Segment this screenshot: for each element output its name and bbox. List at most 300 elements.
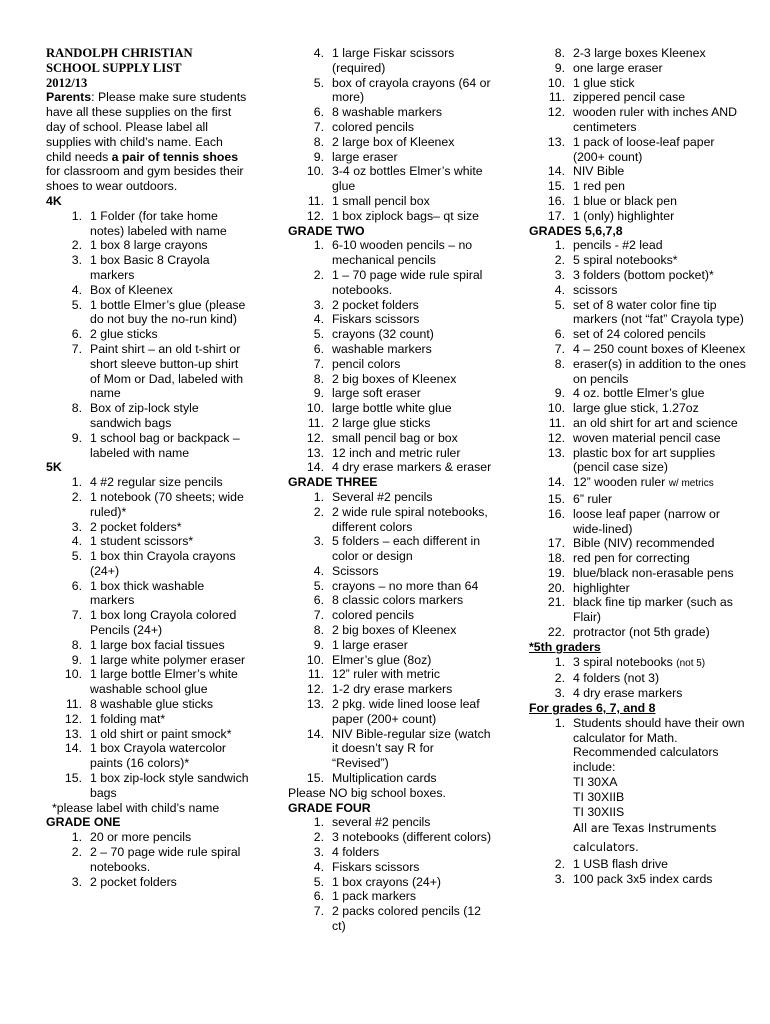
list-item bbox=[288, 534, 492, 564]
item-text: 8 classic colors markers bbox=[332, 593, 464, 608]
item-text: highlighter bbox=[573, 580, 630, 595]
list-item bbox=[288, 105, 492, 120]
list-item bbox=[529, 431, 749, 446]
item-text: plastic box for art supplies (pencil case size) bbox=[573, 445, 716, 475]
list bbox=[288, 815, 492, 933]
item-number: 20. bbox=[547, 580, 565, 595]
list-item bbox=[46, 727, 251, 742]
item-text: 1 box thin Crayola crayons (24+) bbox=[90, 549, 236, 578]
list-item bbox=[288, 564, 492, 579]
item-number: 10. bbox=[306, 652, 324, 667]
item-text: NIV Bible bbox=[573, 164, 625, 179]
column-3 bbox=[529, 46, 749, 887]
item-text: large bottle white glue bbox=[332, 401, 452, 416]
list bbox=[288, 46, 492, 224]
item-text: colored pencils bbox=[332, 119, 415, 134]
section-heading: GRADE ONE bbox=[46, 815, 121, 830]
list-item bbox=[529, 357, 749, 387]
list-item bbox=[46, 431, 251, 461]
section-grade-three bbox=[288, 475, 492, 801]
item-number: 9. bbox=[554, 386, 565, 401]
list-item bbox=[288, 268, 492, 298]
item-text: 2 pocket folders* bbox=[90, 519, 182, 534]
item-number: 11. bbox=[65, 697, 82, 712]
list-item bbox=[529, 595, 749, 625]
item-text: 1 large white polymer eraser bbox=[90, 652, 246, 667]
item-number: 14. bbox=[306, 726, 324, 741]
list-item bbox=[46, 875, 251, 890]
list-item bbox=[288, 593, 492, 608]
list-item bbox=[288, 667, 492, 682]
item-number: 7. bbox=[554, 341, 565, 356]
item-number: 8. bbox=[71, 637, 82, 652]
section-grades-6-8 bbox=[529, 701, 749, 887]
list-item bbox=[46, 638, 251, 653]
list-item bbox=[529, 716, 749, 858]
list-item bbox=[46, 712, 251, 727]
list-item bbox=[46, 253, 251, 283]
item-number: 4. bbox=[71, 282, 82, 297]
list-item bbox=[288, 446, 492, 461]
item-number: 2. bbox=[554, 857, 565, 872]
list-item bbox=[529, 342, 749, 357]
item-text: 3 folders (bottom pocket)* bbox=[573, 267, 714, 282]
list-item bbox=[288, 875, 492, 890]
list-item bbox=[529, 507, 749, 537]
item-text: protractor (not 5th grade) bbox=[573, 625, 710, 640]
item-text: 4 dry erase markers & eraser bbox=[332, 460, 492, 475]
item-text: 1 school bag or backpack – labeled with name bbox=[90, 430, 240, 460]
list-item bbox=[288, 682, 492, 697]
list-item bbox=[529, 76, 749, 91]
item-text: black fine tip marker (such as Flair) bbox=[573, 595, 733, 625]
item-text: 2-3 large boxes Kleenex bbox=[573, 46, 706, 60]
item-text: 12” ruler with metric bbox=[332, 667, 440, 682]
item-number: 10. bbox=[306, 164, 324, 179]
section-4k bbox=[46, 194, 251, 460]
item-text: 3-4 oz bottles Elmer’s white glue bbox=[332, 164, 483, 194]
item-text: 8 washable glue sticks bbox=[90, 697, 214, 712]
list-item bbox=[288, 46, 492, 76]
item-number: 1. bbox=[554, 238, 565, 253]
item-number: 15. bbox=[547, 491, 565, 506]
list-item bbox=[46, 209, 251, 239]
item-number: 16. bbox=[547, 193, 565, 208]
item-number: 2. bbox=[313, 830, 324, 845]
list-item bbox=[529, 327, 749, 342]
item-number: 3. bbox=[554, 686, 565, 701]
item-text: loose leaf paper (narrow or wide-lined) bbox=[573, 506, 720, 536]
item-number: 9. bbox=[554, 60, 565, 75]
section-heading: GRADE THREE bbox=[288, 475, 378, 490]
item-text: Multiplication cards bbox=[332, 771, 437, 786]
item-text: 4 dry erase markers bbox=[573, 686, 683, 701]
item-number: 13. bbox=[306, 697, 324, 712]
item-text: Scissors bbox=[332, 563, 379, 578]
list-item bbox=[288, 638, 492, 653]
item-number: 6. bbox=[71, 327, 82, 342]
list-item bbox=[529, 475, 749, 492]
item-text: 6-10 wooden pencils – no mechanical pencils bbox=[332, 238, 473, 268]
item-text: 12” wooden ruler bbox=[573, 475, 669, 490]
item-text: 1 red pen bbox=[573, 179, 625, 194]
list-item bbox=[288, 135, 492, 150]
item-text: zippered pencil case bbox=[573, 90, 686, 105]
item-text: 1 – 70 page wide rule spiral notebooks. bbox=[332, 267, 483, 297]
item-text: 3 notebooks (different colors) bbox=[332, 830, 492, 845]
list-item bbox=[288, 372, 492, 387]
list-item bbox=[288, 327, 492, 342]
item-text: wooden ruler with inches AND centimeters bbox=[573, 105, 738, 134]
item-text-small: w/ metrics bbox=[668, 478, 714, 490]
item-number: 17. bbox=[547, 536, 565, 551]
item-text: 1 (only) highlighter bbox=[573, 208, 675, 223]
item-text: one large eraser bbox=[573, 60, 663, 75]
calc-line: TI 30XA bbox=[573, 775, 618, 790]
item-number: 3. bbox=[313, 534, 324, 549]
section-heading: GRADES 5,6,7,8 bbox=[529, 223, 623, 238]
list-item bbox=[288, 608, 492, 623]
item-text: 5 folders – each different in color or design bbox=[332, 534, 481, 564]
calc-line: TI 30XIIB bbox=[573, 789, 625, 804]
list-item bbox=[46, 238, 251, 253]
item-text: blue/black non-erasable pens bbox=[573, 565, 734, 580]
list-item bbox=[288, 209, 492, 224]
item-text: Fiskars scissors bbox=[332, 312, 420, 327]
item-number: 6. bbox=[313, 593, 324, 608]
section-grade-two bbox=[288, 224, 492, 476]
item-number: 11. bbox=[548, 90, 565, 105]
item-text: 1 box 8 large crayons bbox=[90, 238, 208, 253]
item-text: 1 pack of loose-leaf paper (200+ count) bbox=[573, 134, 715, 164]
item-text: 1 small pencil box bbox=[332, 193, 430, 208]
item-number: 3. bbox=[313, 297, 324, 312]
list-item bbox=[46, 667, 251, 697]
item-number: 8. bbox=[554, 46, 565, 60]
item-number: 5. bbox=[313, 578, 324, 593]
item-number: 6. bbox=[313, 105, 324, 120]
item-number: 2. bbox=[71, 238, 82, 253]
item-text: 1 student scissors* bbox=[90, 534, 194, 549]
item-text: 100 pack 3x5 index cards bbox=[573, 872, 713, 887]
item-text: 2 big boxes of Kleenex bbox=[332, 623, 457, 638]
item-number: 1. bbox=[554, 654, 565, 669]
list-item bbox=[529, 61, 749, 76]
section-5th-graders bbox=[529, 640, 749, 701]
item-number: 1. bbox=[313, 238, 324, 253]
list-item bbox=[46, 845, 251, 875]
list-item bbox=[46, 534, 251, 549]
list-item bbox=[288, 490, 492, 505]
item-number: 3. bbox=[554, 267, 565, 282]
list-item bbox=[288, 401, 492, 416]
item-text: 1-2 dry erase markers bbox=[332, 682, 453, 697]
list-item bbox=[529, 401, 749, 416]
item-text: crayons – no more than 64 bbox=[332, 578, 479, 593]
list-item bbox=[288, 416, 492, 431]
list-item bbox=[288, 830, 492, 845]
item-text: 1 box ziplock bags– qt size bbox=[332, 208, 479, 223]
item-number: 9. bbox=[71, 652, 82, 667]
item-number: 9. bbox=[313, 149, 324, 164]
list-item bbox=[529, 655, 749, 672]
item-text: red pen for correcting bbox=[573, 551, 690, 566]
item-text: scissors bbox=[573, 282, 618, 297]
item-text: 5 spiral notebooks* bbox=[573, 253, 678, 268]
list-item bbox=[288, 889, 492, 904]
item-text: Several #2 pencils bbox=[332, 489, 433, 504]
item-text: 1 notebook (70 sheets; wide ruled)* bbox=[90, 489, 244, 519]
item-number: 2. bbox=[313, 267, 324, 282]
list-item bbox=[288, 298, 492, 313]
item-text: pencils - #2 lead bbox=[573, 238, 663, 253]
item-number: 17. bbox=[547, 208, 565, 223]
item-number: 3. bbox=[554, 872, 565, 887]
list-item bbox=[288, 312, 492, 327]
item-text: 1 glue stick bbox=[573, 75, 635, 90]
item-number: 1. bbox=[313, 815, 324, 830]
list bbox=[46, 209, 251, 461]
item-number: 2. bbox=[554, 253, 565, 268]
item-number: 11. bbox=[548, 415, 565, 430]
list-item bbox=[288, 845, 492, 860]
item-number: 7. bbox=[71, 608, 82, 623]
item-text: 1 large Fiskar scissors (required) bbox=[332, 46, 455, 75]
list-item bbox=[529, 581, 749, 596]
list-item bbox=[288, 579, 492, 594]
list bbox=[529, 238, 749, 640]
list-item bbox=[288, 727, 492, 771]
list-item bbox=[288, 815, 492, 830]
item-number: 13. bbox=[306, 445, 324, 460]
item-number: 6. bbox=[313, 341, 324, 356]
list-item bbox=[288, 150, 492, 165]
list-item bbox=[46, 490, 251, 520]
list-item bbox=[288, 653, 492, 668]
section-note: Please NO big school boxes. bbox=[288, 785, 446, 800]
section-heading: *5th graders bbox=[529, 639, 601, 654]
item-text: 1 USB flash drive bbox=[573, 857, 669, 872]
list-item bbox=[288, 771, 492, 786]
item-number: 13. bbox=[64, 726, 82, 741]
list-item bbox=[529, 135, 749, 165]
list-item bbox=[529, 268, 749, 283]
item-text: 6” ruler bbox=[573, 491, 612, 506]
item-number: 14. bbox=[64, 741, 82, 756]
item-number: 2. bbox=[313, 504, 324, 519]
item-number: 9. bbox=[71, 430, 82, 445]
list-item bbox=[529, 164, 749, 179]
item-text: 4 folders bbox=[332, 845, 380, 860]
calc-line: Students should have their own calculator for Math. Recommended calculators include: bbox=[573, 715, 745, 775]
item-number: 5. bbox=[71, 297, 82, 312]
item-text: large soft eraser bbox=[332, 386, 421, 401]
list-item bbox=[46, 298, 251, 328]
item-number: 8. bbox=[71, 401, 82, 416]
list-item bbox=[46, 475, 251, 490]
list-item bbox=[529, 46, 749, 61]
list-item bbox=[288, 505, 492, 535]
item-text: colored pencils bbox=[332, 608, 415, 623]
item-number: 13. bbox=[547, 445, 565, 460]
item-text: washable markers bbox=[332, 341, 432, 356]
section-grade-four bbox=[288, 801, 492, 934]
item-number: 7. bbox=[313, 119, 324, 134]
item-text: 1 pack markers bbox=[332, 889, 417, 904]
intro-bold: a pair of tennis shoes bbox=[111, 149, 239, 164]
item-text: 1 box long Crayola colored Pencils (24+) bbox=[90, 608, 237, 638]
item-number: 4. bbox=[313, 563, 324, 578]
item-text: Box of Kleenex bbox=[90, 282, 173, 297]
item-text: 1 folding mat* bbox=[90, 711, 166, 726]
list-item bbox=[529, 179, 749, 194]
item-number: 7. bbox=[71, 341, 82, 356]
list-item bbox=[529, 857, 749, 872]
list bbox=[529, 46, 749, 224]
item-text: 1 box thick washable markers bbox=[90, 578, 205, 608]
list-item bbox=[288, 357, 492, 372]
item-text: 1 large box facial tissues bbox=[90, 637, 225, 652]
item-number: 13. bbox=[547, 134, 565, 149]
item-text: 1 box Basic 8 Crayola markers bbox=[90, 253, 210, 282]
item-text: 2 large glue sticks bbox=[332, 415, 431, 430]
list-item bbox=[529, 209, 749, 224]
list bbox=[288, 490, 492, 786]
list-item bbox=[529, 536, 749, 551]
item-number: 8. bbox=[313, 371, 324, 386]
item-number: 9. bbox=[313, 386, 324, 401]
intro-paragraph bbox=[46, 90, 251, 194]
item-number: 18. bbox=[547, 551, 565, 566]
item-text: Bible (NIV) recommended bbox=[573, 536, 715, 551]
item-text: set of 8 water color fine tip markers (not “fat” Crayola type) bbox=[573, 297, 744, 327]
section-heading: GRADE TWO bbox=[288, 223, 365, 238]
item-number: 8. bbox=[554, 356, 565, 371]
list bbox=[288, 238, 492, 475]
list-item bbox=[529, 253, 749, 268]
item-text: Elmer’s glue (8oz) bbox=[332, 652, 432, 667]
item-number: 11. bbox=[307, 193, 324, 208]
list-item bbox=[288, 431, 492, 446]
list-item bbox=[288, 860, 492, 875]
school-name: RANDOLPH CHRISTIAN bbox=[46, 46, 193, 60]
item-number: 10. bbox=[64, 667, 82, 682]
item-number: 22. bbox=[547, 625, 565, 640]
item-number: 12. bbox=[306, 430, 324, 445]
item-number: 5. bbox=[313, 327, 324, 342]
item-text: 3 spiral notebooks bbox=[573, 654, 677, 669]
section-grade-four-cont bbox=[529, 46, 749, 224]
item-number: 12. bbox=[547, 105, 565, 120]
item-text: 1 box crayons (24+) bbox=[332, 874, 442, 889]
item-text: 12 inch and metric ruler bbox=[332, 445, 461, 460]
list-item bbox=[46, 741, 251, 771]
item-number: 1. bbox=[313, 489, 324, 504]
list-item bbox=[529, 238, 749, 253]
item-number: 3. bbox=[71, 253, 82, 268]
item-number: 5. bbox=[554, 297, 565, 312]
item-text: 2 packs colored pencils (12 ct) bbox=[332, 904, 482, 934]
item-number: 6. bbox=[71, 578, 82, 593]
item-text: Box of zip-lock style sandwich bags bbox=[90, 401, 199, 430]
list-item bbox=[529, 194, 749, 209]
item-number: 11. bbox=[307, 415, 324, 430]
item-text: 2 – 70 page wide rule spiral notebooks. bbox=[90, 845, 241, 874]
item-number: 10. bbox=[547, 75, 565, 90]
item-text: NIV Bible-regular size (watch it doesn’t say R for “Revised”) bbox=[332, 726, 491, 771]
item-number: 1. bbox=[554, 715, 565, 730]
item-text: 1 box zip-lock style sandwich bags bbox=[90, 771, 249, 800]
item-text: Paint shirt – an old t-shirt or short sleeve button-up shirt of Mom or Dad, labeled with name bbox=[90, 341, 244, 401]
item-number: 3. bbox=[71, 874, 82, 889]
list-item bbox=[288, 342, 492, 357]
item-number: 5. bbox=[313, 75, 324, 90]
list-item bbox=[288, 697, 492, 727]
item-number: 2. bbox=[71, 489, 82, 504]
item-text: several #2 pencils bbox=[332, 815, 431, 830]
column-1 bbox=[46, 46, 251, 889]
item-text: 2 large box of Kleenex bbox=[332, 134, 455, 149]
list-item bbox=[529, 566, 749, 581]
list-item bbox=[288, 120, 492, 135]
list-item bbox=[288, 386, 492, 401]
list bbox=[529, 655, 749, 701]
item-number: 8. bbox=[313, 134, 324, 149]
list-item bbox=[529, 416, 749, 431]
list-item bbox=[529, 625, 749, 640]
list-item bbox=[288, 76, 492, 106]
list-item bbox=[288, 194, 492, 209]
list-item bbox=[529, 872, 749, 887]
section-5k bbox=[46, 460, 251, 815]
list-item bbox=[529, 105, 749, 135]
list bbox=[529, 716, 749, 858]
item-text: 1 Folder (for take home notes) labeled with name bbox=[90, 208, 227, 238]
section-heading: 5K bbox=[46, 460, 62, 475]
list-item bbox=[46, 283, 251, 298]
section-grade-one bbox=[46, 815, 251, 889]
item-text: 2 glue sticks bbox=[90, 327, 158, 342]
item-text: large eraser bbox=[332, 149, 398, 164]
list-item bbox=[46, 579, 251, 609]
item-number: 16. bbox=[547, 506, 565, 521]
section-heading: 4K bbox=[46, 193, 62, 208]
item-number: 10. bbox=[306, 401, 324, 416]
item-number: 15. bbox=[64, 771, 82, 786]
list-item bbox=[288, 164, 492, 194]
item-text: woven material pencil case bbox=[573, 430, 721, 445]
item-text: 2 pkg. wide lined loose leaf paper (200+ count) bbox=[332, 697, 480, 726]
section-grade-one-cont bbox=[288, 46, 492, 224]
item-number: 11. bbox=[307, 667, 324, 682]
item-text: box of crayola crayons (64 or more) bbox=[332, 75, 491, 105]
list-item bbox=[46, 830, 251, 845]
list bbox=[46, 475, 251, 801]
list-item bbox=[288, 460, 492, 475]
item-text: 1 large bottle Elmer’s white washable school glue bbox=[90, 667, 238, 697]
item-text: small pencil bag or box bbox=[332, 430, 458, 445]
section-note: *please label with child’s name bbox=[52, 800, 220, 815]
list-item bbox=[288, 623, 492, 638]
item-number: 7. bbox=[313, 608, 324, 623]
list-item bbox=[529, 298, 749, 328]
item-text: 20 or more pencils bbox=[90, 830, 192, 845]
item-text: crayons (32 count) bbox=[332, 327, 434, 342]
list-item bbox=[529, 283, 749, 298]
item-text: eraser(s) in addition to the ones on pencils bbox=[573, 356, 746, 386]
item-text: 1 old shirt or paint smock* bbox=[90, 726, 232, 741]
list-item bbox=[46, 653, 251, 668]
